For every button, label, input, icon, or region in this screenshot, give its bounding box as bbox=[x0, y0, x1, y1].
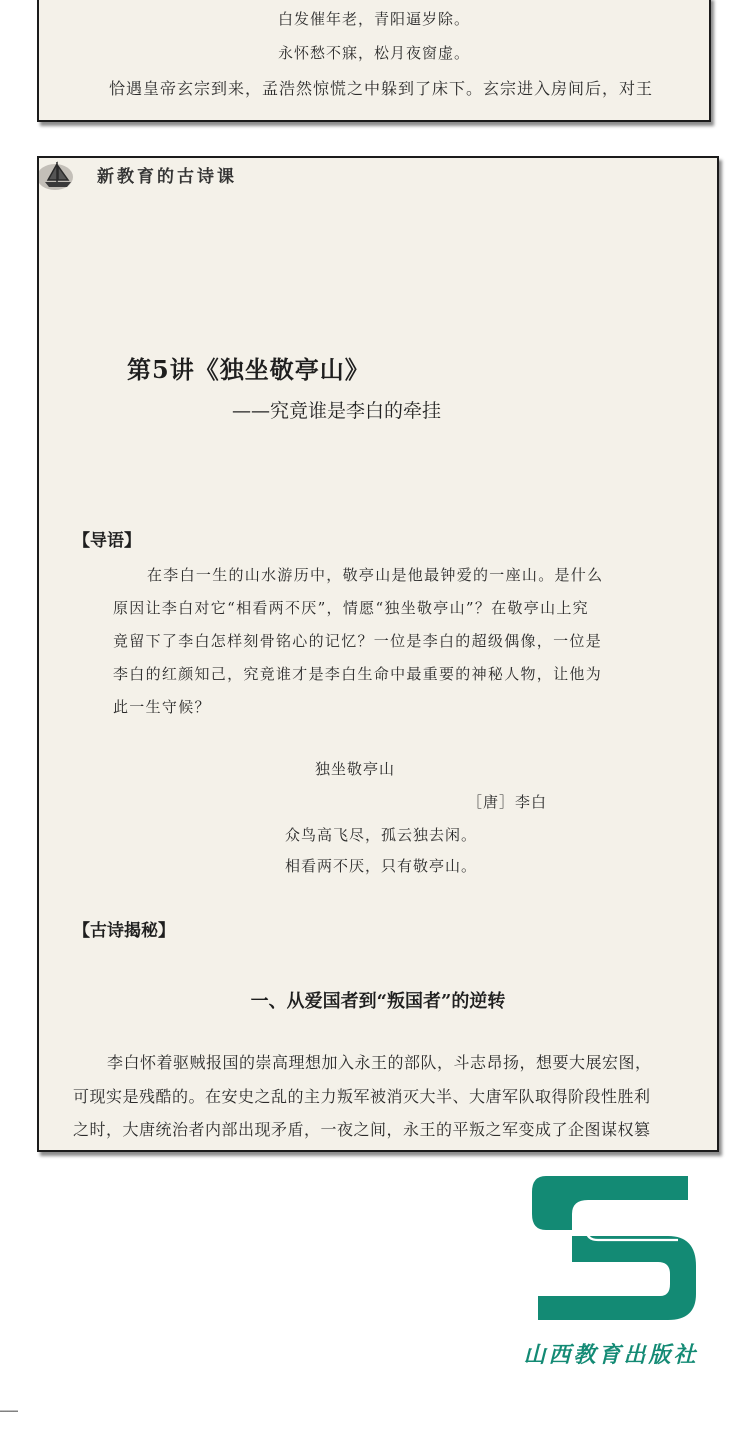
sailboat-ornament-icon bbox=[37, 158, 81, 192]
publisher-logo-icon bbox=[528, 1170, 700, 1330]
poem-author: ［唐］李白 bbox=[467, 793, 548, 811]
body-line: 李白怀着驱贼报国的崇高理想加入永王的部队，斗志昂扬，想要大展宏图， bbox=[107, 1053, 652, 1072]
top-page-line: 恰遇皇帝玄宗到来，孟浩然惊慌之中躲到了床下。玄宗进入房间后，对王 bbox=[109, 79, 654, 98]
poem-title: 独坐敬亭山 bbox=[315, 760, 396, 778]
publisher-name: 山西教育出版社 bbox=[523, 1342, 699, 1368]
footer-dots: ……… bbox=[0, 1404, 19, 1415]
lecture-subtitle: ——究竟谁是李白的牵挂 bbox=[232, 400, 442, 422]
body-line: 可现实是残酷的。在安史之乱的主力叛军被消灭大半、大唐军队取得阶段性胜利 bbox=[73, 1087, 651, 1106]
book-page bbox=[37, 156, 719, 1152]
intro-line: 此一生守候？ bbox=[113, 698, 211, 716]
secret-label: 【古诗揭秘】 bbox=[73, 921, 175, 941]
section-heading: 一、从爱国者到“叛国者”的逆转 bbox=[250, 991, 506, 1012]
lecture-title: 第5讲《独坐敬亭山》 bbox=[127, 355, 370, 384]
top-page-line: 白发催年老，青阳逼岁除。 bbox=[277, 10, 470, 28]
bleed-through-texture bbox=[57, 222, 707, 243]
intro-line: 李白的红颜知己，究竟谁才是李白生命中最重要的神秘人物，让他为 bbox=[113, 665, 603, 683]
intro-label: 【导语】 bbox=[73, 531, 141, 551]
body-line: 之时，大唐统治者内部出现矛盾，一夜之间，永王的平叛之军变成了企图谋权篡 bbox=[73, 1120, 651, 1139]
intro-line: 竟留下了李白怎样刻骨铭心的记忆？一位是李白的超级偶像，一位是 bbox=[113, 632, 603, 650]
poem-line: 相看两不厌，只有敬亭山。 bbox=[285, 857, 478, 875]
intro-line: 原因让李白对它“相看两不厌”，情愿“独坐敬亭山”？在敬亭山上究 bbox=[113, 599, 589, 617]
top-page-line: 永怀愁不寐，松月夜窗虚。 bbox=[277, 44, 470, 62]
running-head: 新教育的古诗课 bbox=[97, 167, 237, 187]
previous-page-fragment bbox=[37, 0, 711, 122]
intro-line: 在李白一生的山水游历中，敬亭山是他最钟爱的一座山。是什么 bbox=[147, 566, 604, 584]
poem-line: 众鸟高飞尽，孤云独去闲。 bbox=[285, 826, 478, 844]
